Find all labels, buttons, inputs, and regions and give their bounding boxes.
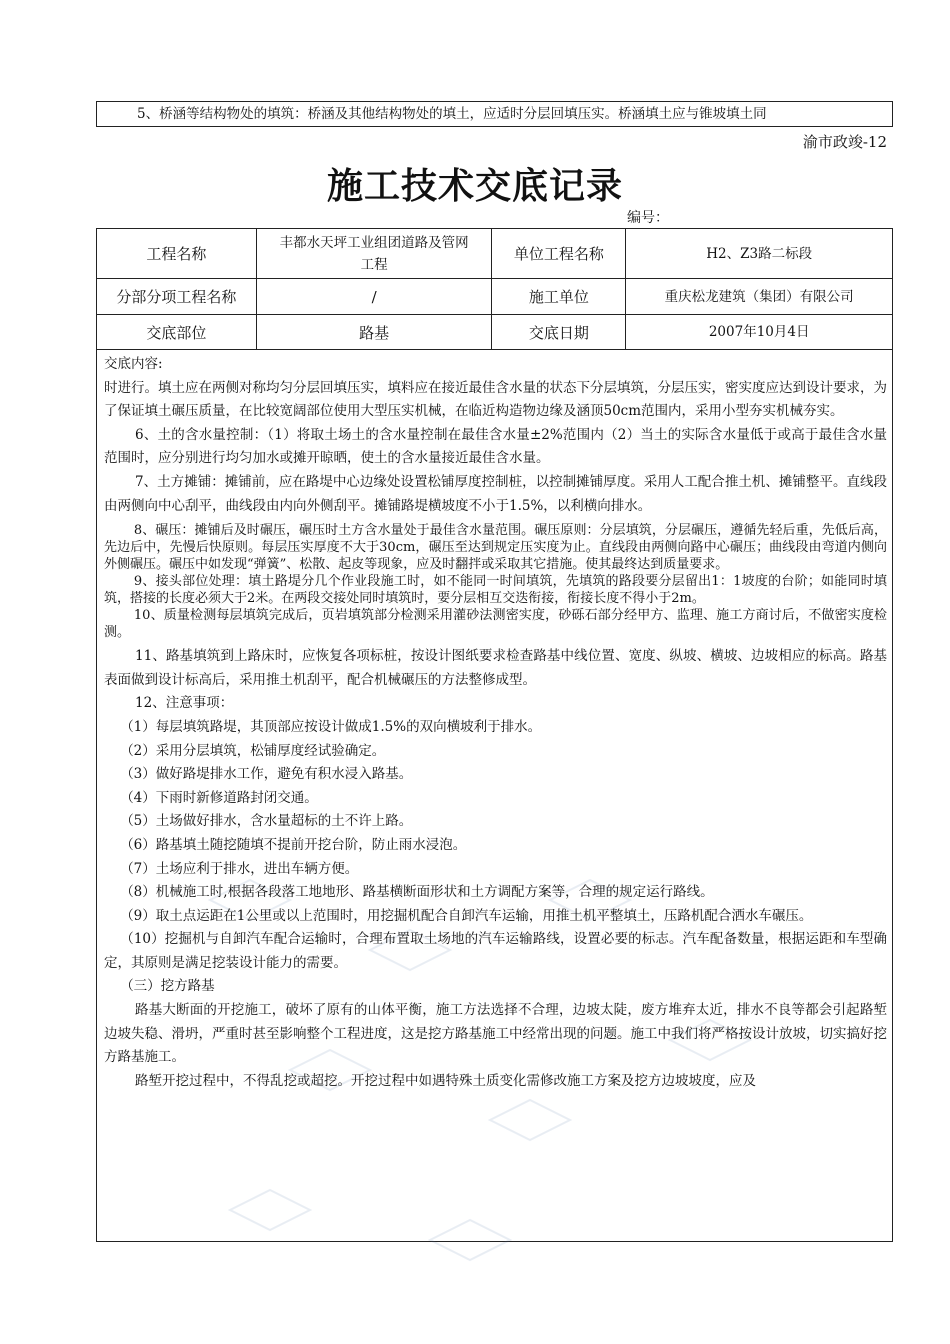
paragraph-quality-check: 10、质量检测每层填筑完成后，页岩填筑部分检测采用灌砂法测密实度，砂砾石部分经甲方、监理、施工方商讨后，不做密实度检测。	[104, 608, 887, 641]
paragraph-compaction: 8、碾压：摊铺后及时碾压，碾压时土方含水量处于最佳含水量范围。碾压原则：分层填筑，分层碾压，遵循先轻后重，先低后高，先边后中，先慢后快原则。每层压实厚度不大于30cm，碾压至达到规定压实度为止。直线段由两侧向路中心碾压；曲线段由弯道内侧向外侧碾压。碾压中如发现“弹簧”、松散、起皮等现象，应及时翻拌或采取其它措施。使其最终达到质量要求。	[104, 523, 887, 573]
paragraph-joint-treatment: 9、接头部位处理：填土路堤分几个作业段施工时，如不能同一时间填筑，先填筑的路段要分层留出1：1坡度的台阶；如能同时填筑，搭接的长度必须大于2米。在两段交接处同时填筑时，要分层相互交迭衔接，衔接长度不得小于2m。	[104, 574, 887, 607]
serial-number-label: 编号：	[627, 210, 669, 226]
sub-project-label: 分部分项工程名称	[97, 279, 257, 315]
date-label: 交底日期	[492, 315, 626, 350]
contractor-value: 重庆松龙建筑（集团）有限公司	[626, 279, 893, 315]
paragraph-cut-subgrade: 路基大断面的开挖施工，破坏了原有的山体平衡，施工方法选择不合理，边坡太陡，废方堆弃太近，排水不良等都会引起路堑边坡失稳、滑坍，严重时甚至影响整个工程进度，这是挖方路基施工中经常出现的问题。施工中我们将严格按设计放坡，切实搞好挖方路基施工。	[104, 1002, 887, 1066]
paragraph-notes-heading: 12、注意事项：	[135, 695, 234, 712]
top-strip-text: 5、桥涵等结构物处的填筑：桥涵及其他结构物处的填土，应适时分层回填压实。桥涵填土应与锥坡填土同	[96, 101, 893, 127]
part-value: 路基	[256, 315, 492, 350]
paragraph-spreading: 7、土方摊铺：摊铺前，应在路堤中心边缘处设置松铺厚度控制桩，以控制摊铺厚度。采用人工配合推土机、摊铺整平。直线段由两侧向中心刮平，曲线段由内向外侧刮平。摊铺路堤横坡度不小于1.5%，以利横向排水。	[104, 473, 887, 514]
unit-project-label: 单位工程名称	[492, 229, 626, 279]
unit-project-value: H2、Z3路二标段	[626, 229, 893, 279]
document-code: 渝市政竣-12	[802, 133, 887, 151]
content-body	[104, 353, 887, 1093]
note-item-8: （8）机械施工时,根据各段落工地地形、路基横断面形状和土方调配方案等，合理的规定运行路线。	[120, 884, 714, 901]
paragraph-cut-process: 路堑开挖过程中，不得乱挖或超挖。开挖过程中如遇特殊土质变化需修改施工方案及挖方边坡坡度，应及	[135, 1072, 757, 1089]
sub-project-value: /	[256, 279, 492, 315]
paragraph-fill-continued: 时进行。填土应在两侧对称均匀分层回填压实，填料应在接近最佳含水量的状态下分层填筑，分层压实，密实度应达到设计要求，为了保证填土碾压质量，在比较宽阔部位使用大型压实机械，在临近构造物边缘及涵顶50cm范围内，采用小型夯实机械夯实。	[104, 379, 887, 420]
note-item-1: （1）每层填筑路堤，其顶部应按设计做成1.5%的双向横坡利于排水。	[120, 718, 542, 735]
page-title: 施工技术交底记录	[326, 165, 623, 207]
paragraph-moisture-control: 6、土的含水量控制：（1）将取土场土的含水量控制在最佳含水量±2%范围内（2）当土的实际含水量低于或高于最佳含水量范围时，应分别进行均匀加水或摊开晾晒，使土的含水量接近最佳含水量。	[104, 426, 887, 467]
note-item-9: （9）取土点运距在1公里或以上范围时，用挖掘机配合自卸汽车运输，用推土机平整填土，压路机配合洒水车碾压。	[120, 907, 813, 924]
section-3-heading: （三）挖方路基	[120, 978, 215, 995]
note-item-6: （6）路基填土随挖随填不提前开挖台阶，防止雨水浸泡。	[120, 836, 467, 853]
note-item-4: （4）下雨时新修道路封闭交通。	[120, 789, 318, 806]
date-value: 2007年10月4日	[626, 315, 893, 350]
project-name-label: 工程名称	[97, 229, 257, 279]
note-item-7: （7）土场应利于排水，进出车辆方便。	[120, 860, 359, 877]
content-heading: 交底内容:	[104, 356, 163, 372]
project-name-line1: 丰都水天坪工业组团道路及管网	[279, 234, 469, 251]
note-item-10: （10）挖掘机与自卸汽车配合运输时，合理布置取土场地的汽车运输路线，设置必要的标志。汽车配备数量，根据运距和车型确定，其原则是满足挖装设计能力的需要。	[104, 931, 887, 971]
note-item-5: （5）土场做好排水，含水量超标的土不许上路。	[120, 813, 413, 830]
note-item-2: （2）采用分层填筑，松铺厚度经试验确定。	[120, 742, 386, 759]
paragraph-subgrade-top: 11、路基填筑到上路床时，应恢复各项标桩，按设计图纸要求检查路基中线位置、宽度、纵坡、横坡、边坡相应的标高。路基表面做到设计标高后，采用推土机刮平，配合机械碾压的方法整修成型。	[104, 648, 887, 688]
note-item-3: （3）做好路堤排水工作，避免有积水浸入路基。	[120, 766, 413, 783]
header-form-table	[96, 228, 893, 350]
part-label: 交底部位	[97, 315, 257, 350]
contractor-label: 施工单位	[492, 279, 626, 315]
project-name-line2: 工程	[360, 256, 388, 273]
project-name-value	[256, 229, 492, 279]
